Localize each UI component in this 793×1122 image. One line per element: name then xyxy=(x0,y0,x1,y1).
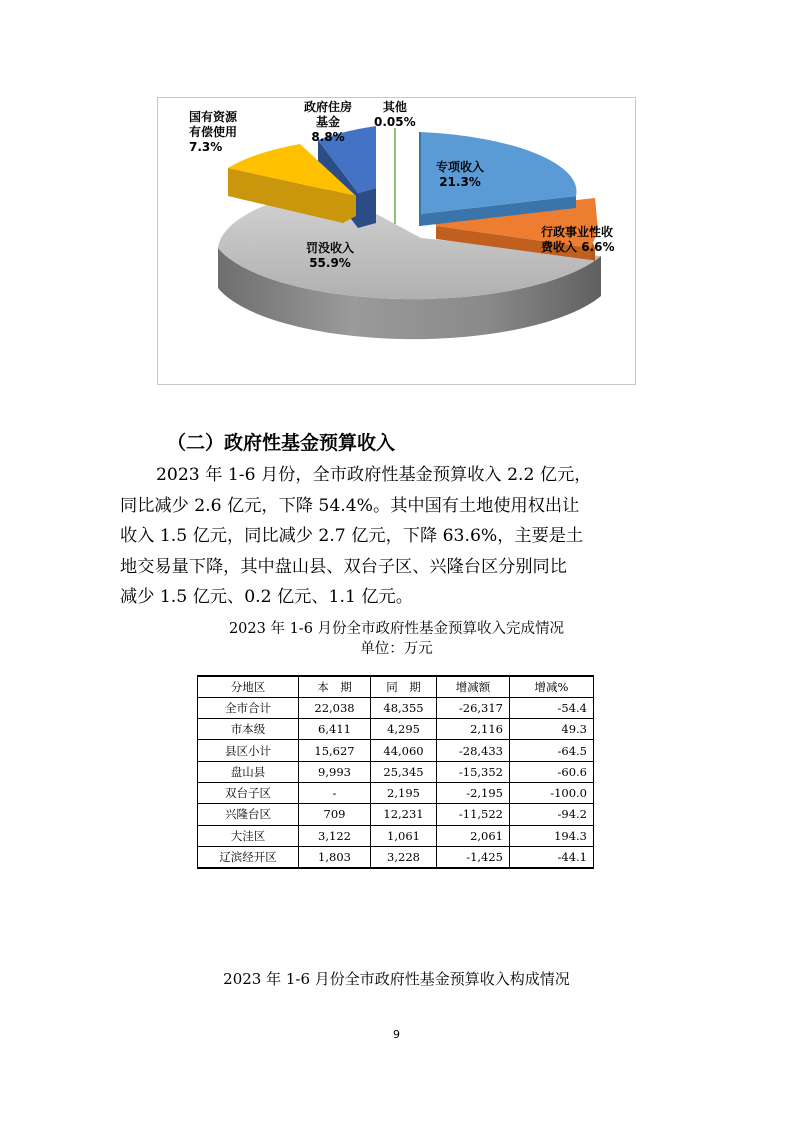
cell-change-pct: -60.6 xyxy=(510,761,594,782)
cell-previous: 1,061 xyxy=(371,825,437,846)
slice-zhufang-side xyxy=(358,188,376,228)
cell-region: 兴隆台区 xyxy=(198,804,299,825)
label-zhufang-line2: 基金 xyxy=(316,115,341,129)
next-chart-caption: 2023 年 1-6 月份全市政府性基金预算收入构成情况 xyxy=(223,970,570,988)
para-line-4: 地交易量下降，其中盘山县、双台子区、兴隆台区分别同比 xyxy=(120,556,567,577)
cell-change: -2,195 xyxy=(437,782,510,803)
cell-region: 辽滨经开区 xyxy=(198,846,299,867)
cell-previous: 44,060 xyxy=(371,740,437,761)
para-line-2: 同比减少 2.6 亿元，下降 54.4%。其中国有土地使用权出让 xyxy=(120,495,580,516)
cell-region: 大洼区 xyxy=(198,825,299,846)
label-famo xyxy=(306,241,354,271)
label-xingzheng-line2: 费收入 xyxy=(541,240,578,254)
table-title: 2023 年 1-6 月份全市政府性基金预算收入完成情况 xyxy=(228,621,565,637)
cell-region: 市本级 xyxy=(198,719,299,740)
table-row xyxy=(198,697,594,718)
table-row xyxy=(198,761,594,782)
cell-change-pct: -44.1 xyxy=(510,846,594,867)
cell-region: 盘山县 xyxy=(198,761,299,782)
label-guoyou-line2: 有偿使用 xyxy=(189,125,238,139)
label-zhuanxiang-pct: 21.3% xyxy=(439,175,481,189)
cell-previous: 3,228 xyxy=(371,846,437,867)
table-row xyxy=(198,846,594,867)
cell-change: -15,352 xyxy=(437,761,510,782)
table-row xyxy=(198,804,594,825)
label-guoyou-line1: 国有资源 xyxy=(189,110,238,124)
label-zhufang-pct: 8.8% xyxy=(311,130,345,144)
cell-region: 县区小计 xyxy=(198,740,299,761)
cell-change-pct: -54.4 xyxy=(510,697,594,718)
cell-region: 全市合计 xyxy=(198,697,299,718)
label-zhuanxiang-line1: 专项收入 xyxy=(436,160,485,174)
cell-previous: 2,195 xyxy=(371,782,437,803)
cell-change: 2,116 xyxy=(437,719,510,740)
cell-change: 2,061 xyxy=(437,825,510,846)
cell-change-pct: 194.3 xyxy=(510,825,594,846)
cell-previous: 4,295 xyxy=(371,719,437,740)
para-line-5: 减少 1.5 亿元、0.2 亿元、1.1 亿元。 xyxy=(120,587,413,607)
cell-previous: 12,231 xyxy=(371,804,437,825)
page-number: 9 xyxy=(393,1028,400,1041)
cell-change: -28,433 xyxy=(437,740,510,761)
body-paragraph xyxy=(120,460,676,613)
cell-change-pct: 49.3 xyxy=(510,719,594,740)
cell-current: 22,038 xyxy=(299,697,371,718)
header-previous: 同 期 xyxy=(371,676,437,697)
label-qita-pct: 0.05% xyxy=(374,115,416,129)
pie-chart xyxy=(157,97,636,385)
label-famo-pct: 55.9% xyxy=(309,256,351,270)
data-table xyxy=(197,675,594,869)
cell-current: 6,411 xyxy=(299,719,371,740)
table-row xyxy=(198,825,594,846)
label-zhuanxiang xyxy=(436,160,484,190)
label-guoyou-pct: 7.3% xyxy=(189,140,223,154)
label-xingzheng-line1: 行政事业性收 xyxy=(541,225,614,239)
cell-current: 1,803 xyxy=(299,846,371,867)
cell-change-pct: -64.5 xyxy=(510,740,594,761)
header-current: 本 期 xyxy=(299,676,371,697)
table-header-row xyxy=(198,676,594,697)
cell-change-pct: -100.0 xyxy=(510,782,594,803)
label-guoyou xyxy=(189,110,237,155)
cell-current: 3,122 xyxy=(299,825,371,846)
cell-change: -11,522 xyxy=(437,804,510,825)
label-zhufang xyxy=(304,100,352,145)
cell-change: -1,425 xyxy=(437,846,510,867)
cell-change: -26,317 xyxy=(437,697,510,718)
cell-current: 15,627 xyxy=(299,740,371,761)
label-xingzheng-line2-wrap xyxy=(541,240,614,255)
table-row xyxy=(198,719,594,740)
section-title: （二）政府性基金预算收入 xyxy=(167,432,396,454)
label-xingzheng xyxy=(541,225,614,255)
table-row xyxy=(198,782,594,803)
table-unit: 单位：万元 xyxy=(360,641,433,657)
header-region: 分地区 xyxy=(198,676,299,697)
header-change-pct: 增减% xyxy=(510,676,594,697)
table-row xyxy=(198,740,594,761)
label-xingzheng-pct: 6.6% xyxy=(581,240,615,254)
label-famo-line1: 罚没收入 xyxy=(306,241,355,255)
cell-previous: 48,355 xyxy=(371,697,437,718)
para-line-3: 收入 1.5 亿元，同比减少 2.7 亿元，下降 63.6%，主要是土 xyxy=(120,526,584,546)
header-change: 增减额 xyxy=(437,676,510,697)
label-qita-line1: 其他 xyxy=(382,100,407,114)
cell-current: 9,993 xyxy=(299,761,371,782)
cell-previous: 25,345 xyxy=(371,761,437,782)
cell-region: 双台子区 xyxy=(198,782,299,803)
cell-current: 709 xyxy=(299,804,371,825)
para-line-1: 2023 年 1-6 月份，全市政府性基金预算收入 2.2 亿元， xyxy=(156,465,592,485)
cell-change-pct: -94.2 xyxy=(510,804,594,825)
label-zhufang-line1: 政府住房 xyxy=(304,100,353,114)
label-qita xyxy=(374,100,416,130)
cell-current: - xyxy=(299,782,371,803)
